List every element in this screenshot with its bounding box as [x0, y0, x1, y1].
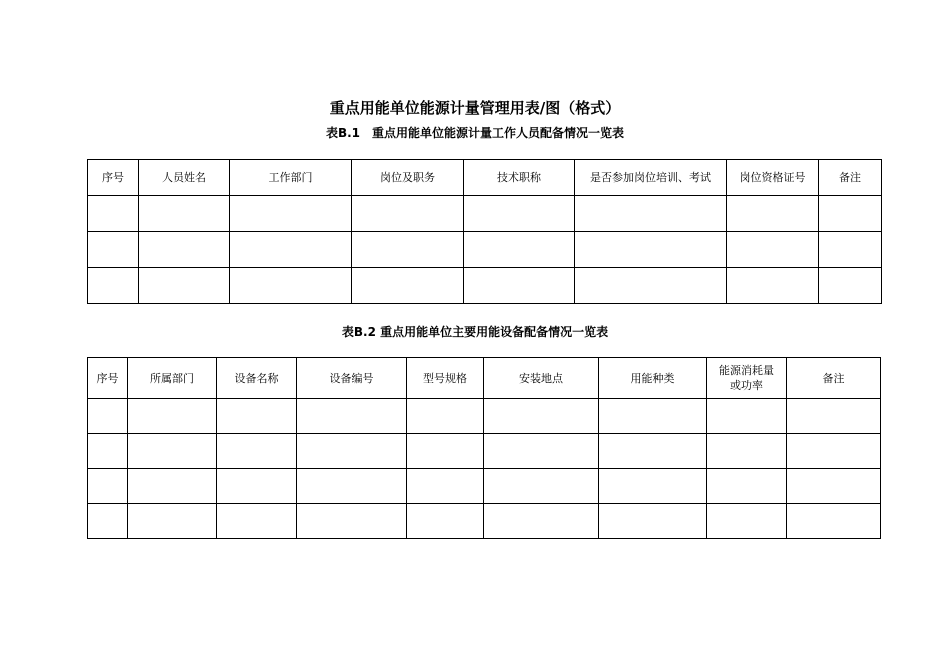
table1-row — [88, 268, 882, 304]
table2-column-header: 用能种类 — [599, 358, 707, 399]
table2-row — [88, 399, 881, 434]
table2-cell — [707, 434, 787, 469]
table2-cell — [787, 434, 881, 469]
table1-row — [88, 232, 882, 268]
table1-header-row — [88, 160, 882, 196]
table2-row — [88, 434, 881, 469]
table2-cell — [787, 469, 881, 504]
table1-column-header: 工作部门 — [230, 160, 352, 196]
table2-cell — [707, 469, 787, 504]
table1-cell — [352, 232, 464, 268]
table2-header-row — [88, 358, 881, 399]
table2-column-header: 安装地点 — [484, 358, 599, 399]
table1-cell — [230, 268, 352, 304]
table1-cell — [819, 196, 882, 232]
table2-cell — [707, 399, 787, 434]
table1-cell — [575, 196, 727, 232]
table1-cell — [464, 268, 575, 304]
table2-cell — [484, 434, 599, 469]
table1-cell — [230, 232, 352, 268]
table2-cell — [407, 469, 484, 504]
table2-cell — [407, 434, 484, 469]
table2-cell — [599, 504, 707, 539]
table1-cell — [819, 268, 882, 304]
table1-cell — [575, 268, 727, 304]
table2-cell — [217, 434, 297, 469]
table2-cell — [297, 469, 407, 504]
table1-column-header: 是否参加岗位培训、考试 — [575, 160, 727, 196]
table1-cell — [139, 268, 230, 304]
table2-cell — [128, 434, 217, 469]
table2-cell — [128, 504, 217, 539]
table2-cell — [484, 399, 599, 434]
table2-cell — [88, 399, 128, 434]
table1-cell — [88, 268, 139, 304]
table1-cell — [230, 196, 352, 232]
table1-column-header: 序号 — [88, 160, 139, 196]
table2-column-header: 设备名称 — [217, 358, 297, 399]
table2-cell — [217, 399, 297, 434]
table2-cell — [217, 469, 297, 504]
table1-cell — [352, 268, 464, 304]
table2-caption: 表B.2 重点用能单位主要用能设备配备情况一览表 — [341, 325, 609, 339]
table1-cell — [139, 196, 230, 232]
table2-column-header: 型号规格 — [407, 358, 484, 399]
table1-column-header: 人员姓名 — [139, 160, 230, 196]
table1-row — [88, 196, 882, 232]
table2-column-header: 序号 — [88, 358, 128, 399]
table1-column-header: 岗位资格证号 — [727, 160, 819, 196]
table2-cell — [297, 504, 407, 539]
table2-cell — [88, 469, 128, 504]
table1-column-header: 备注 — [819, 160, 882, 196]
table1-cell — [464, 232, 575, 268]
table2-column-header: 能源消耗量 或功率 — [707, 358, 787, 399]
table1-cell — [464, 196, 575, 232]
table2-cell — [599, 399, 707, 434]
table2-column-header: 所属部门 — [128, 358, 217, 399]
table1-caption: 表B.1 重点用能单位能源计量工作人员配备情况一览表 — [325, 126, 625, 140]
document-title: 重点用能单位能源计量管理用表/图（格式） — [329, 99, 621, 117]
table1-cell — [88, 196, 139, 232]
table1-column-header: 技术职称 — [464, 160, 575, 196]
table2-row — [88, 504, 881, 539]
table2-cell — [787, 399, 881, 434]
table2-cell — [599, 434, 707, 469]
table2-cell — [128, 399, 217, 434]
table1-column-header: 岗位及职务 — [352, 160, 464, 196]
equipment-table — [87, 357, 881, 539]
table2-column-header: 设备编号 — [297, 358, 407, 399]
table2-cell — [484, 504, 599, 539]
staff-table — [87, 159, 882, 304]
table2-cell — [297, 399, 407, 434]
table1-cell — [575, 232, 727, 268]
table1-cell — [88, 232, 139, 268]
table1-cell — [727, 196, 819, 232]
table2-cell — [88, 504, 128, 539]
table2-cell — [599, 469, 707, 504]
table1-cell — [139, 232, 230, 268]
table1-cell — [352, 196, 464, 232]
table1-cell — [727, 232, 819, 268]
table2-cell — [484, 469, 599, 504]
table2-cell — [297, 434, 407, 469]
table2-cell — [407, 399, 484, 434]
table2-cell — [407, 504, 484, 539]
table2-cell — [128, 469, 217, 504]
table1-cell — [819, 232, 882, 268]
table2-column-header: 备注 — [787, 358, 881, 399]
table2-cell — [787, 504, 881, 539]
table1-cell — [727, 268, 819, 304]
table2-cell — [88, 434, 128, 469]
table2-cell — [217, 504, 297, 539]
table2-cell — [707, 504, 787, 539]
table2-row — [88, 469, 881, 504]
